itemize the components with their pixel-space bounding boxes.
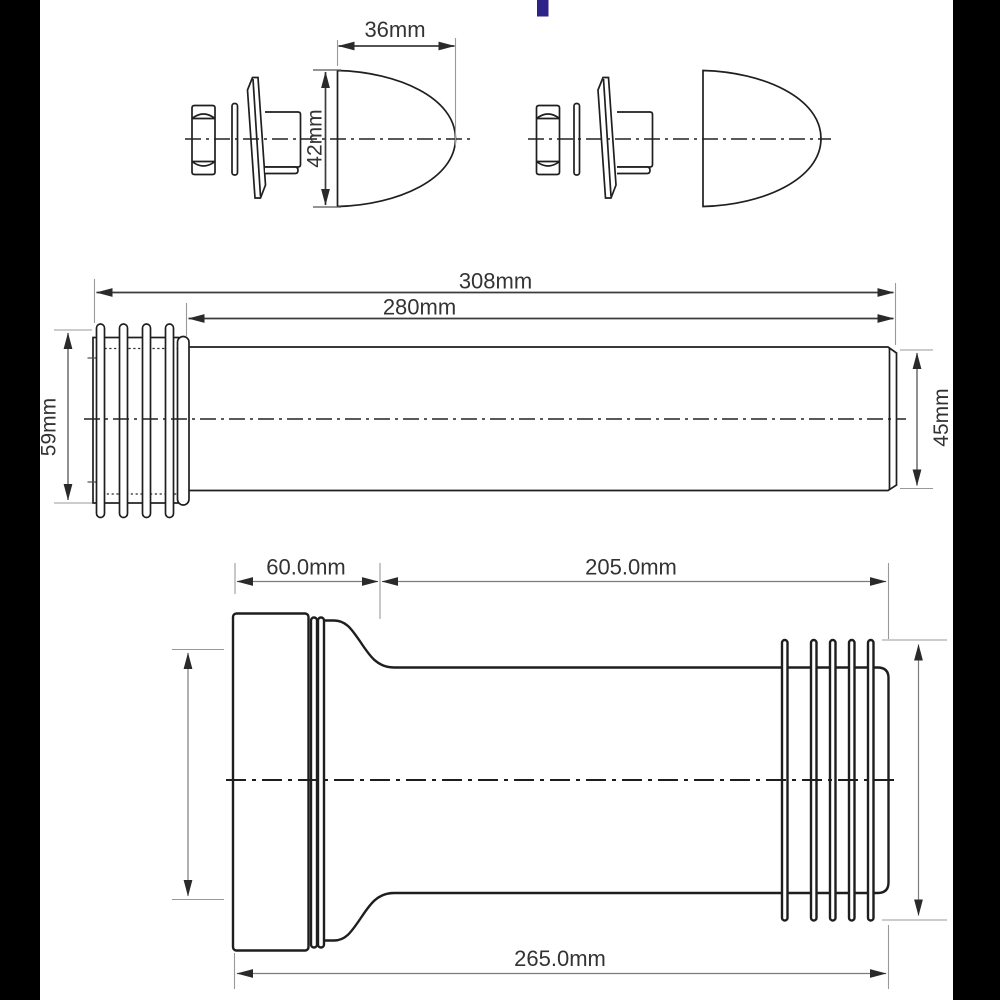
fin-rib <box>120 324 128 518</box>
fin-rib <box>143 324 151 518</box>
gasket-ring <box>311 618 317 948</box>
fin-rib <box>868 640 874 921</box>
dim-label: 36mm <box>364 17 426 42</box>
dim-label: 45mm <box>930 388 953 447</box>
sleeve-spacer <box>265 112 301 174</box>
left-edge-bar <box>0 0 40 1000</box>
flange <box>233 614 309 951</box>
seal-ring <box>178 337 190 506</box>
dim-label: 60.0mm <box>266 554 346 580</box>
dim-label: 205.0mm <box>585 554 677 580</box>
hex-nut <box>192 106 215 175</box>
dim-label: 265.0mm <box>514 946 606 971</box>
dim-label: 42mm <box>303 109 327 168</box>
hex-nut <box>537 106 560 175</box>
dim-label: 59mm <box>37 397 61 457</box>
fin-rib <box>166 324 174 518</box>
dim-label: 280mm <box>382 294 457 320</box>
gasket-ring <box>318 618 324 948</box>
brand-accent-bar <box>537 0 549 17</box>
fin-rib <box>97 324 105 518</box>
right-edge-bar <box>953 0 1000 1000</box>
dim-label: 308mm <box>458 268 533 294</box>
sleeve-spacer <box>617 112 653 174</box>
